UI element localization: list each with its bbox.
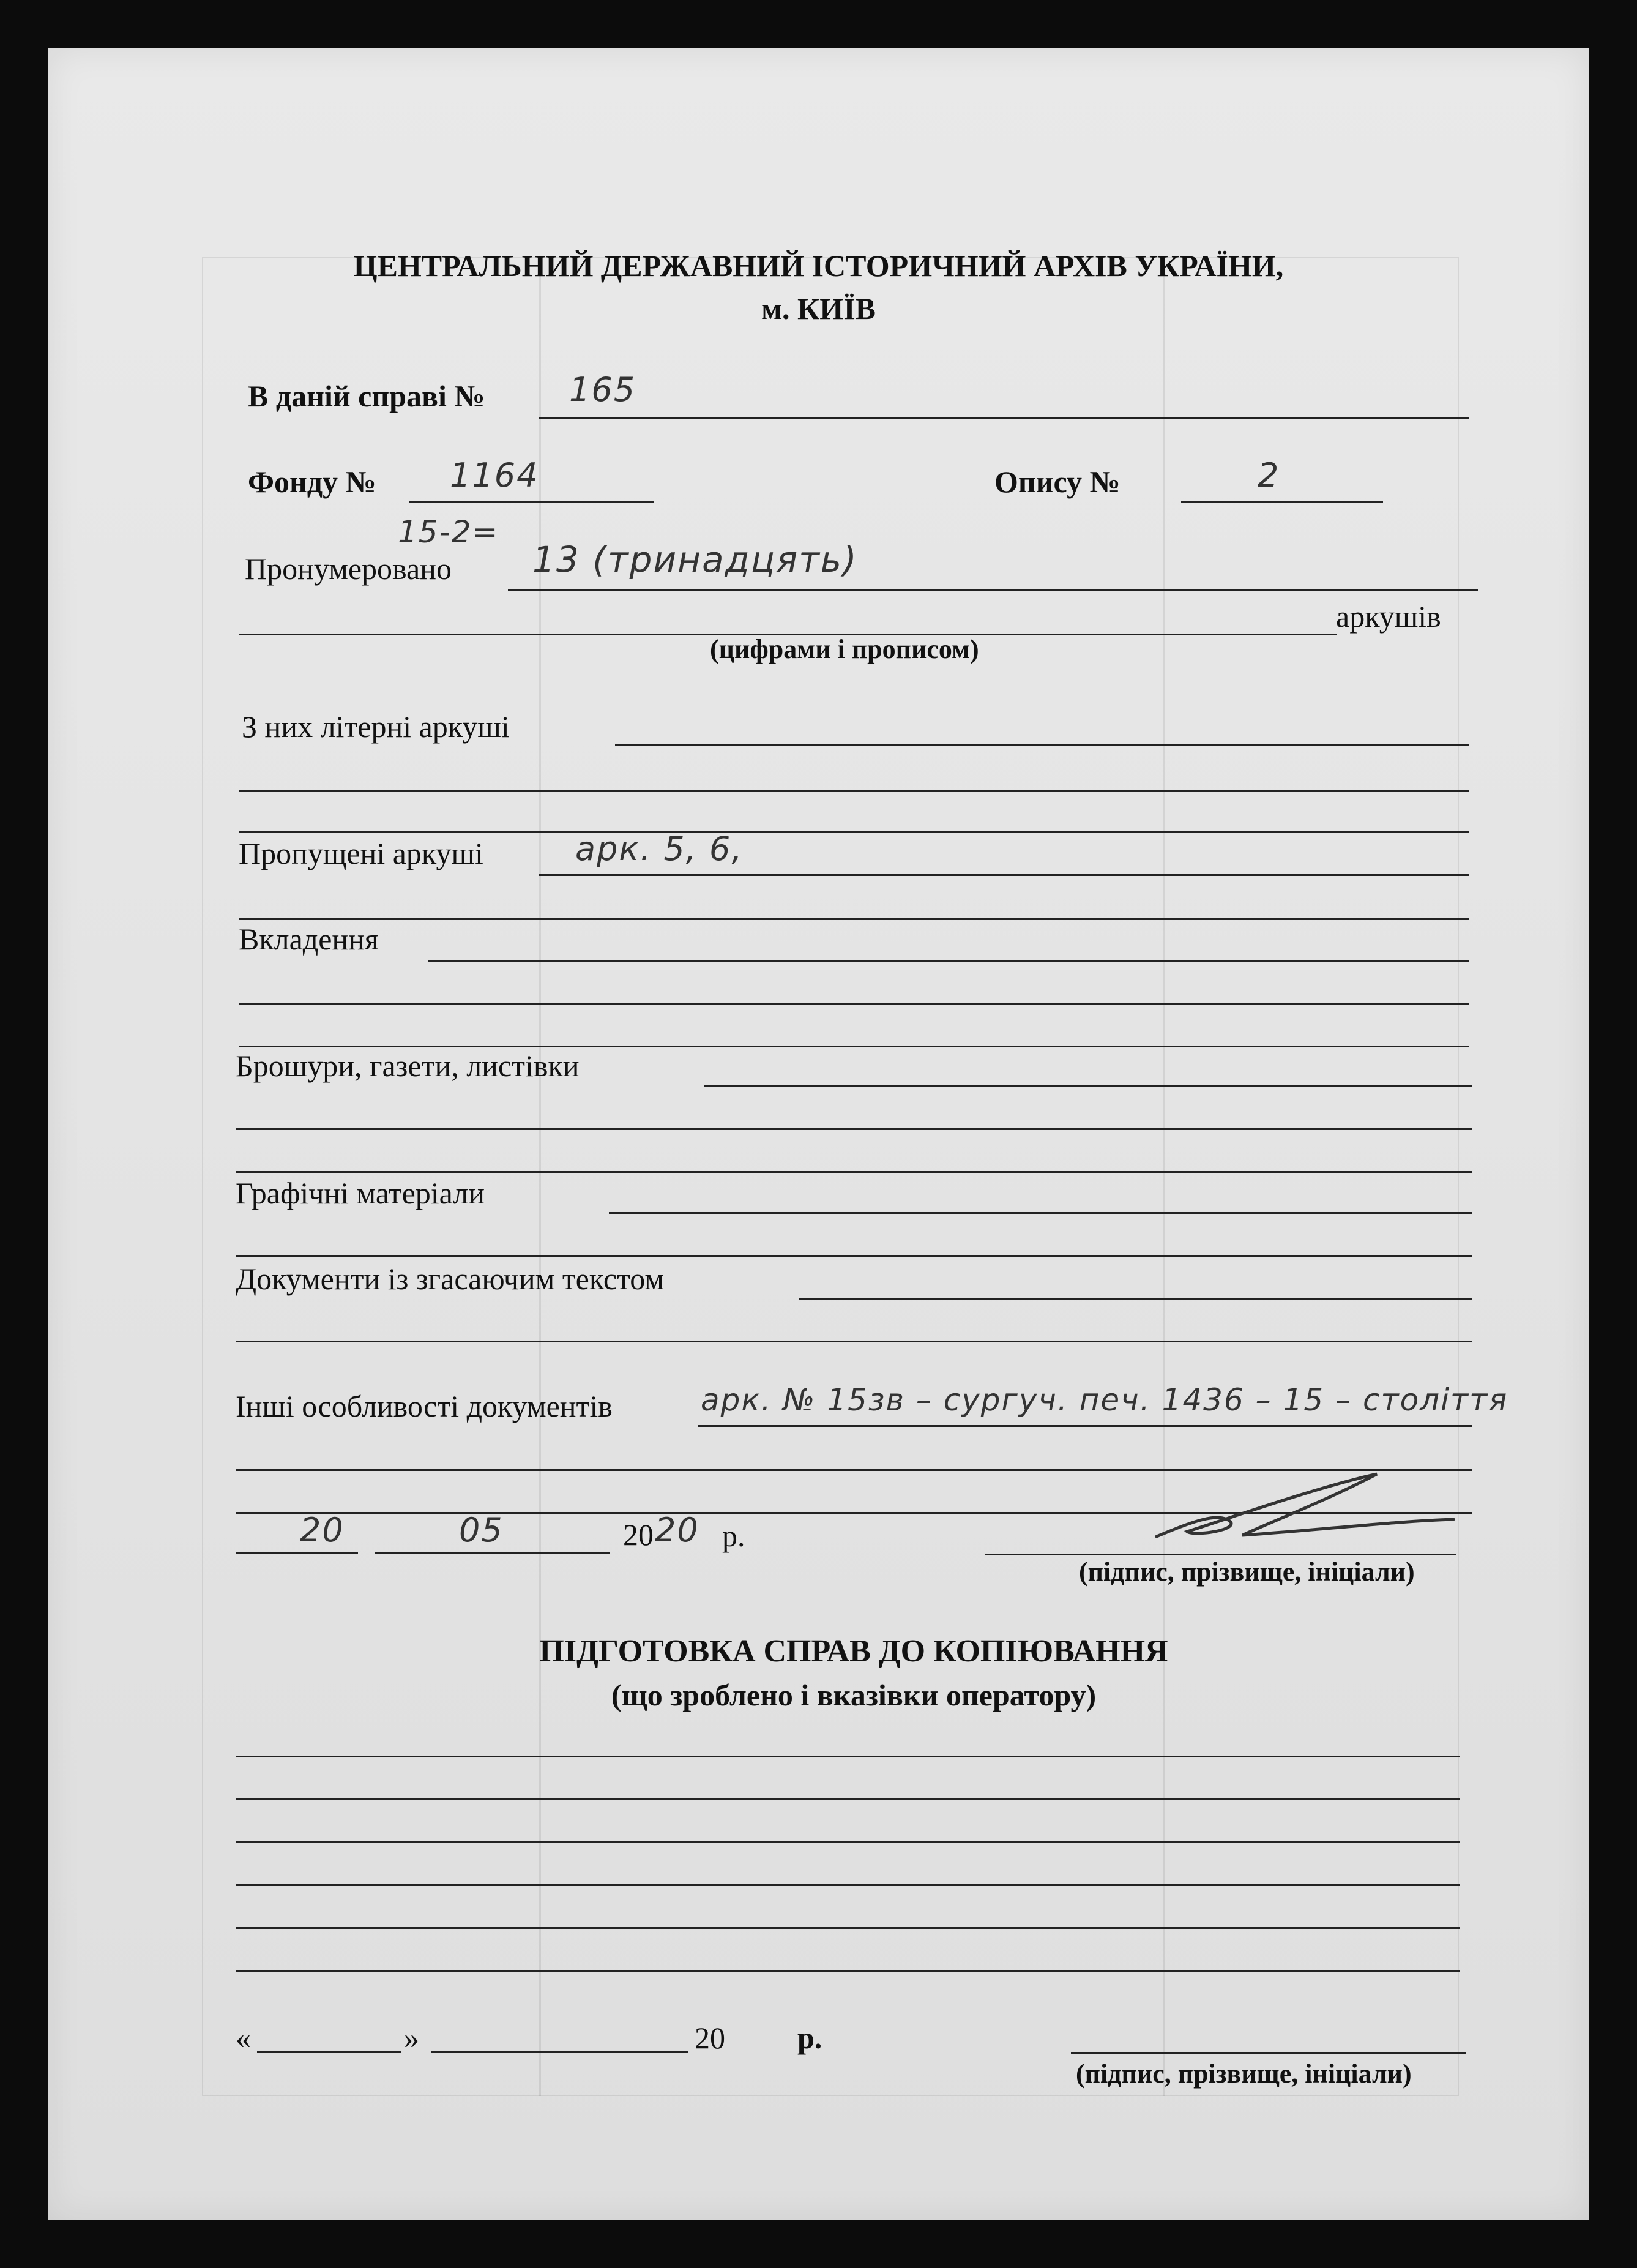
opys-value[interactable]: 2 (1258, 456, 1280, 495)
date1-year-prefix: 20 (623, 1518, 654, 1552)
numbered-annotation: 15-2= (398, 514, 499, 550)
letter-sheets-label: З них літерні аркуші (242, 709, 510, 744)
date1-month[interactable]: 05 (459, 1511, 504, 1549)
show-through-divider (1163, 257, 1165, 2096)
attachments-line[interactable] (428, 960, 1469, 962)
archive-title: ЦЕНТРАЛЬНИЙ ДЕРЖАВНИЙ ІСТОРИЧНИЙ АРХІВ УКРАЇНИ, (353, 249, 1284, 283)
missing-sheets-line (539, 874, 1469, 876)
brochures-label: Брошури, газети, листівки (236, 1049, 580, 1083)
fond-line (409, 501, 654, 503)
date2-open-quote: « (236, 2021, 251, 2055)
fading-text-label: Документи із згасаючим текстом (236, 1262, 664, 1296)
graphics-line[interactable] (609, 1212, 1472, 1214)
prep-line-6[interactable] (236, 1970, 1460, 1972)
opys-label: Опису № (994, 465, 1121, 499)
brochures-line-2 (236, 1128, 1472, 1130)
other-features-line (698, 1425, 1472, 1427)
signature-stroke (1157, 1474, 1453, 1536)
fading-text-line-2 (236, 1341, 1472, 1342)
brochures-line-3 (236, 1171, 1472, 1173)
signature-2-caption: (підпис, прізвище, ініціали) (1076, 2059, 1412, 2089)
brochures-line[interactable] (704, 1085, 1472, 1087)
opys-line (1181, 501, 1383, 503)
signature-1 (1120, 1463, 1463, 1555)
date1-month-line (375, 1552, 610, 1554)
case-line (539, 417, 1469, 419)
attachments-line-2 (239, 1003, 1469, 1005)
prep-line-4[interactable] (236, 1884, 1460, 1886)
fond-value[interactable]: 1164 (450, 456, 539, 495)
other-features-label: Інші особливості документів (236, 1389, 613, 1423)
attachments-line-3 (239, 1046, 1469, 1047)
missing-sheets-value[interactable]: арк. 5, 6, (575, 829, 744, 868)
prep-line-2[interactable] (236, 1798, 1460, 1800)
missing-sheets-line-2 (239, 918, 1469, 920)
letter-sheets-line-2 (239, 790, 1469, 792)
fading-text-line[interactable] (799, 1298, 1472, 1300)
show-through-divider (539, 257, 541, 2096)
date2-year-prefix: 20 (695, 2021, 725, 2055)
date1-year[interactable]: 20 (655, 1511, 699, 1549)
fond-label: Фонду № (248, 465, 376, 499)
date1-day-line (236, 1552, 358, 1554)
prep-subtitle: (що зроблено і вказівки оператору) (611, 1678, 1097, 1712)
letter-sheets-line-3 (239, 831, 1469, 833)
letter-sheets-line[interactable] (615, 744, 1469, 746)
date2-month-line[interactable] (431, 2051, 688, 2053)
date1-suffix: р. (722, 1519, 745, 1553)
prep-line-1[interactable] (236, 1756, 1460, 1757)
date2-close-quote: » (404, 2021, 419, 2055)
signature-2-line[interactable] (1071, 2052, 1466, 2054)
graphics-line-2 (236, 1255, 1472, 1257)
other-features-value[interactable]: арк. № 15зв – сургуч. печ. 1436 – 15 – століття (701, 1382, 1508, 1418)
date2-day-line[interactable] (257, 2051, 401, 2053)
numbered-line-1 (508, 589, 1478, 591)
date2-suffix: р. (797, 2021, 822, 2055)
signature-1-caption: (підпис, прізвище, ініціали) (1079, 1557, 1415, 1587)
graphics-label: Графічні матеріали (236, 1176, 485, 1210)
prep-line-3[interactable] (236, 1841, 1460, 1843)
numbered-label: Пронумеровано (245, 552, 452, 586)
archive-city: м. КИЇВ (761, 291, 876, 326)
numbered-value[interactable]: 13 (тринадцять) (532, 539, 858, 580)
signature-1-line (985, 1554, 1456, 1555)
numbered-suffix: аркушів (1336, 599, 1441, 634)
numbered-caption: (цифрами і прописом) (710, 634, 979, 664)
case-label: В даній справі № (248, 379, 485, 413)
attachments-label: Вкладення (239, 922, 379, 956)
prep-title: ПІДГОТОВКА СПРАВ ДО КОПІЮВАННЯ (539, 1634, 1168, 1669)
case-value[interactable]: 165 (569, 370, 636, 409)
missing-sheets-label: Пропущені аркуші (239, 836, 483, 870)
prep-line-5[interactable] (236, 1927, 1460, 1929)
date1-day[interactable]: 20 (300, 1511, 345, 1549)
